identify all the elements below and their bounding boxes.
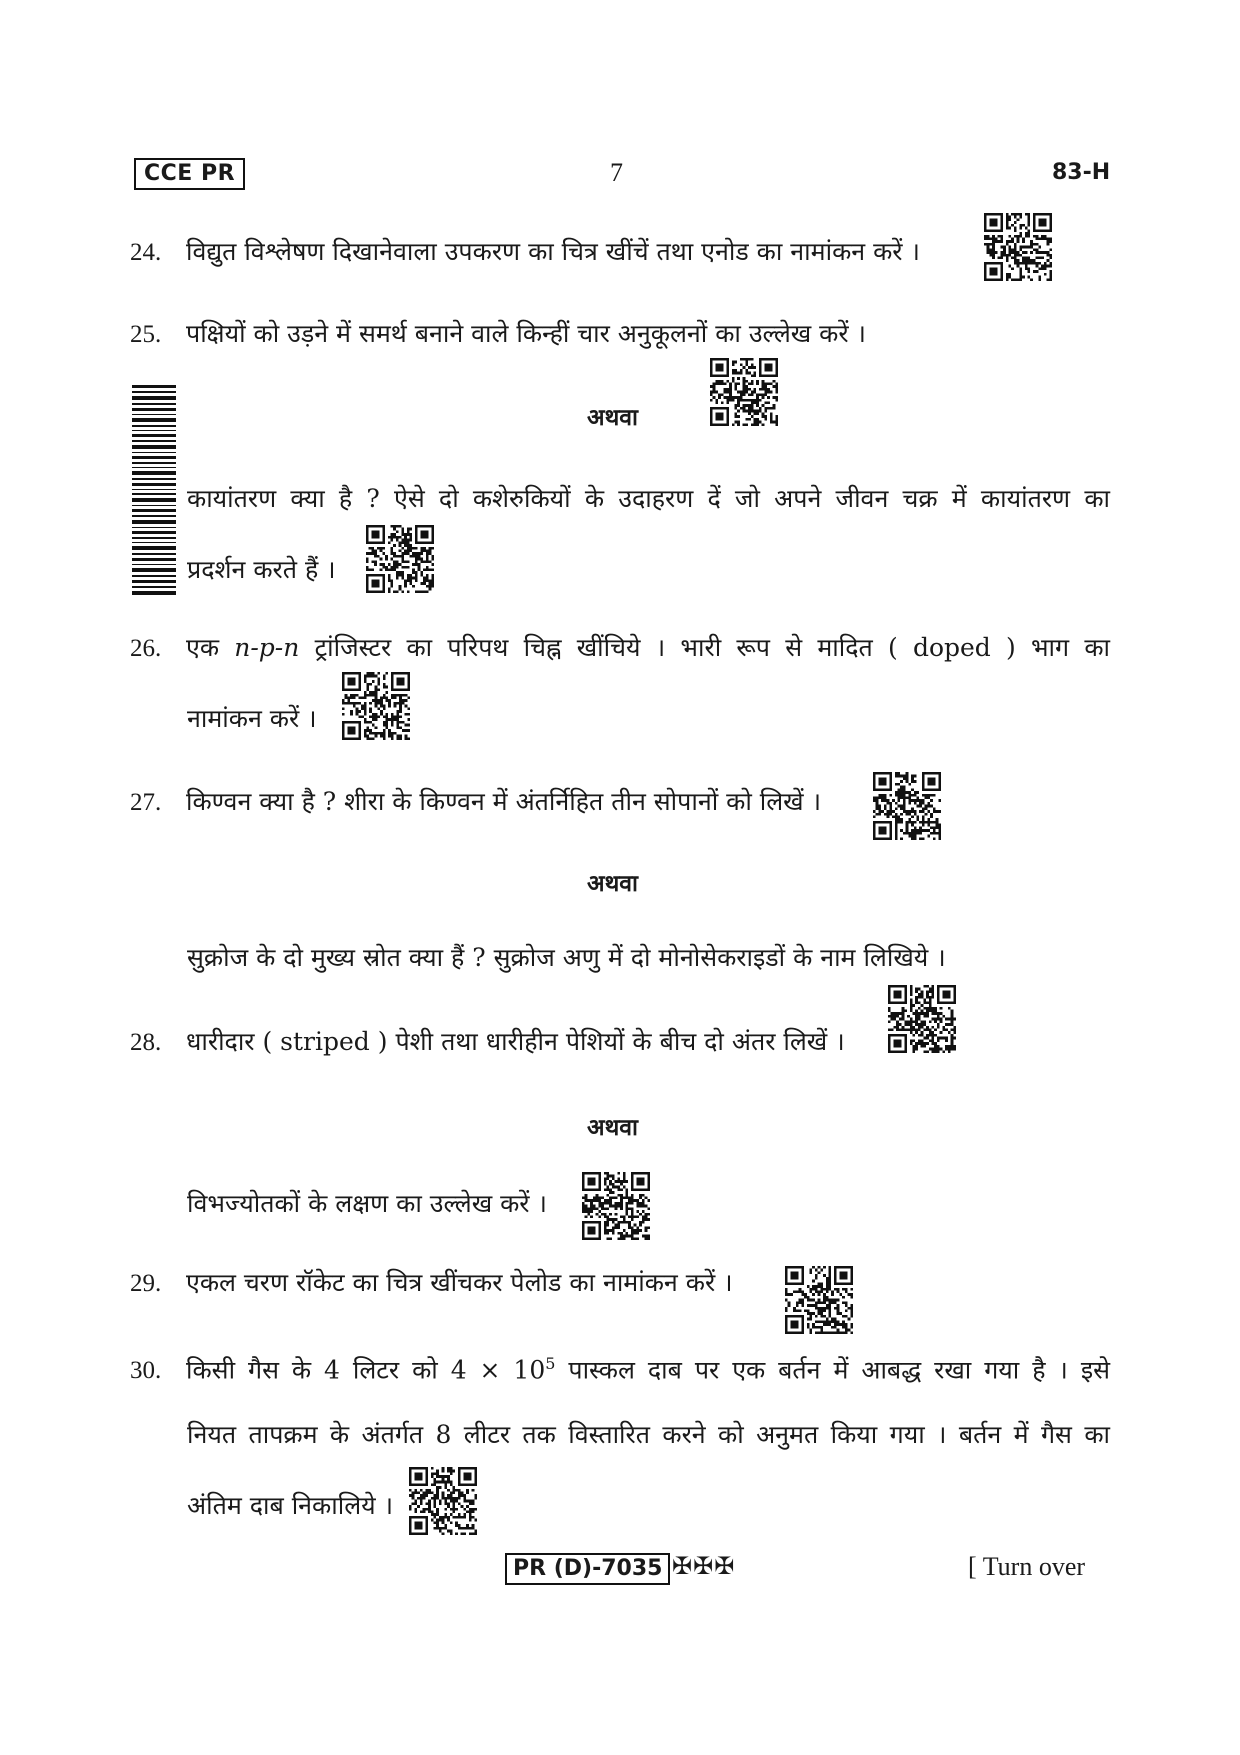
- question-28: [130, 1025, 845, 1060]
- question-text: विद्युत विश्लेषण दिखानेवाला उपकरण का चित्र खींचें तथा एनोड का नामांकन करें ।: [186, 237, 920, 266]
- qr-code-icon: [582, 1172, 650, 1240]
- question-term: n-p-n: [234, 633, 300, 662]
- or-label: अथवा: [587, 1114, 639, 1141]
- page-number: 7: [610, 158, 623, 187]
- question-text: प्रदर्शन करते हैं ।: [187, 555, 336, 584]
- question-number: 24.: [130, 239, 162, 266]
- paper-code: 83-H: [1052, 160, 1111, 185]
- turn-over-label: [ Turn over: [968, 1552, 1086, 1581]
- question-26-cont: [187, 702, 317, 736]
- question-29: [130, 1266, 733, 1301]
- question-text: किण्वन क्या है ? शीरा के किण्वन में अंतर्निहित तीन सोपानों को लिखें ।: [186, 787, 822, 816]
- qr-code-icon: [984, 213, 1052, 281]
- question-25: [130, 317, 866, 352]
- question-25-alternative-cont: [187, 553, 336, 587]
- qr-code-icon: [888, 985, 956, 1053]
- question-28-alternative: [187, 1187, 547, 1221]
- question-number: 27.: [130, 789, 162, 816]
- header-code: CCE PR: [134, 158, 245, 190]
- question-text: एकल चरण रॉकेट का चित्र खींचकर पेलोड का नामांकन करें ।: [186, 1268, 733, 1297]
- question-number: 29.: [130, 1270, 162, 1297]
- question-text: पक्षियों को उड़ने में समर्थ बनाने वाले किन्हीं चार अनुकूलनों का उल्लेख करें ।: [186, 319, 867, 348]
- question-text: कायांतरण क्या है ? ऐसे दो कशेरुकियों के उदाहरण दें जो अपने जीवन चक्र में कायांतरण का: [187, 484, 1110, 513]
- question-number: 26.: [130, 635, 162, 662]
- question-30-cont: [187, 1418, 1110, 1452]
- question-30: [130, 1347, 1110, 1388]
- question-text: विभज्योतकों के लक्षण का उल्लेख करें ।: [187, 1189, 547, 1218]
- qr-code-icon: [366, 525, 434, 593]
- qr-code-icon: [873, 772, 941, 840]
- question-27: [130, 785, 821, 820]
- question-25-alternative: [187, 482, 1110, 516]
- qr-code-icon: [710, 358, 778, 426]
- question-30-cont2: [187, 1489, 393, 1523]
- question-number: 28.: [130, 1029, 162, 1056]
- question-24: [130, 235, 920, 270]
- question-text: सुक्रोज के दो मुख्य स्रोत क्या हैं ? सुक्रोज अणु में दो मोनोसेकराइडों के नाम लिखिये ।: [187, 943, 946, 972]
- question-number: 30.: [130, 1357, 162, 1385]
- question-text: पास्कल दाब पर एक बर्तन में आबद्ध रखा गया है । इसे: [568, 1355, 1111, 1385]
- question-text: एक: [186, 633, 220, 662]
- question-27-alternative: [187, 941, 946, 975]
- question-text: नियत तापक्रम के अंतर्गत 8 लीटर तक विस्तारित करने को अनुमत किया गया । बर्तन में गैस का: [187, 1420, 1110, 1449]
- question-26: [130, 631, 1110, 666]
- qr-code-icon: [342, 672, 410, 740]
- question-text: किसी गैस के 4 लिटर को 4 × 10: [186, 1355, 546, 1385]
- qr-code-icon: [409, 1467, 477, 1535]
- question-text: ट्रांजिस्टर का परिपथ चिह्न खींचिये । भारी रूप से मादित ( doped ) भाग का: [314, 633, 1110, 662]
- question-text: अंतिम दाब निकालिये ।: [187, 1491, 394, 1520]
- question-text: नामांकन करें ।: [187, 704, 317, 733]
- or-label: अथवा: [587, 404, 639, 431]
- barcode-icon: [132, 385, 176, 595]
- exponent: 5: [545, 1354, 556, 1373]
- footer-ornament: ✠✠✠: [672, 1552, 736, 1580]
- qr-code-icon: [785, 1266, 853, 1334]
- or-label: अथवा: [587, 870, 639, 897]
- question-number: 25.: [130, 321, 162, 348]
- footer-code: PR (D)-7035: [505, 1553, 670, 1585]
- question-text: धारीदार ( striped ) पेशी तथा धारीहीन पेशियों के बीच दो अंतर लिखें ।: [186, 1027, 845, 1056]
